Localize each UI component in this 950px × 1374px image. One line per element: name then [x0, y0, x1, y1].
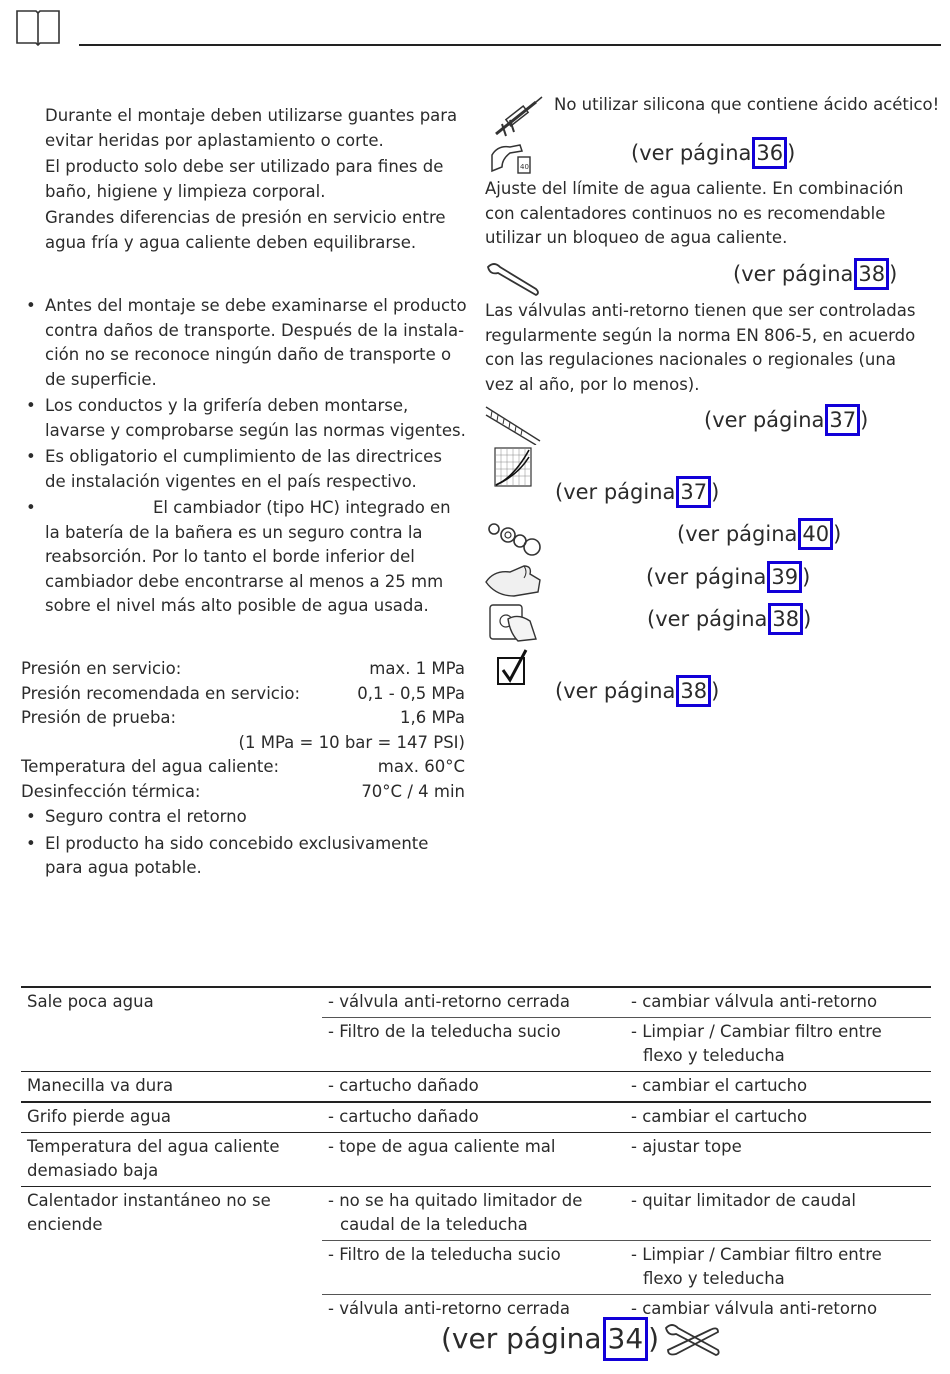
- ref-paren: ): [860, 408, 869, 432]
- ruler-icon: [484, 403, 542, 445]
- ref-text: (ver página: [647, 607, 768, 631]
- remedy-cell: - cambiar válvula anti-retorno: [631, 1299, 878, 1318]
- ref-paren: ): [833, 522, 842, 546]
- spec-label: Desinfección térmica:: [21, 781, 201, 801]
- ref-paren: ): [803, 607, 812, 631]
- page-link[interactable]: 34: [603, 1317, 649, 1361]
- temp-limit-text: Ajuste del límite de agua caliente. En combinación con calentadores continuos no es recomendable utilizar un bloqueo de agua caliente.: [485, 179, 904, 247]
- cause-cell: - cartucho dañado: [328, 1076, 479, 1095]
- remedy-cell: - cambiar el cartucho: [631, 1076, 808, 1095]
- remedy-cell: - quitar limitador de caudal: [625, 1187, 931, 1241]
- list-item: • El producto ha sido concebido exclusivamente para agua potable.: [21, 832, 467, 881]
- spec-row: [21, 657, 465, 682]
- spec-value: max. 60°C: [377, 757, 465, 776]
- table-row: [21, 1133, 931, 1187]
- problem-cell: Calentador instantáneo no se enciende: [27, 1191, 271, 1234]
- technical-specs: [21, 657, 465, 804]
- spec-value: max. 1 MPa: [369, 659, 465, 678]
- table-row: [21, 987, 931, 1018]
- page-ref-test: [555, 675, 719, 707]
- page-link[interactable]: 38: [676, 675, 711, 707]
- wrench-icon: [484, 261, 542, 297]
- page-link[interactable]: 39: [767, 561, 802, 593]
- list-item: [21, 496, 467, 619]
- page-link[interactable]: 40: [798, 518, 833, 550]
- problem-cell: Temperatura del agua caliente demasiado baja: [27, 1137, 280, 1180]
- spec-label: Presión de prueba:: [21, 708, 177, 727]
- problem-cell: Grifo pierde agua: [27, 1107, 172, 1126]
- page-link[interactable]: 37: [825, 404, 860, 436]
- spec-label: Temperatura del agua caliente:: [21, 757, 280, 776]
- remedy-cell: - Limpiar / Cambiar filtro entre flexo y teleducha: [631, 1022, 882, 1065]
- ref-text: (ver página: [631, 141, 752, 165]
- cause-cell: - válvula anti-retorno cerrada: [322, 987, 625, 1018]
- ref-text: (ver página: [646, 565, 767, 589]
- ref-paren: ): [802, 565, 811, 589]
- ref-paren: ): [648, 1322, 660, 1355]
- remedy-cell: - cambiar el cartucho: [631, 1107, 808, 1126]
- svg-text:40: 40: [520, 163, 529, 171]
- list-item: • Seguro contra el retorno: [21, 805, 467, 830]
- spec-value: 70°C / 4 min: [361, 781, 465, 801]
- remedy-cell: - Limpiar / Cambiar filtro entre flexo y teleducha: [625, 1241, 931, 1295]
- book-icon: [14, 9, 62, 47]
- valve-text: Las válvulas anti-retorno tienen que ser controladas regularmente según la norma EN 806-5, en acuerdo con las regulaciones nacionales o regionales (una vez al año, por lo menos).: [485, 301, 916, 394]
- spec-notes: [21, 805, 467, 881]
- paragraph: Grandes diferencias de presión en servicio entre agua fría y agua caliente deben equilibrarse.: [45, 208, 446, 252]
- ref-text: (ver página: [733, 262, 854, 286]
- hc-note: El cambiador (tipo HC) integrado en la batería de la bañera es un seguro contra la reabsorción. Por lo tanto el borde inferior del cambiador debe encontrarse al menos a 25 mm sobre el nivel más alto posible de agua usada.: [45, 498, 451, 615]
- installation-notes: [21, 294, 467, 619]
- spec-row: [21, 682, 465, 707]
- cause-cell: - Filtro de la teleducha sucio: [322, 1241, 625, 1295]
- spec-value: (1 MPa = 10 bar = 147 PSI): [238, 732, 465, 752]
- page-link[interactable]: 38: [854, 258, 889, 290]
- page-ref-accessories: [677, 518, 841, 550]
- page-ref-service: [733, 258, 897, 290]
- cleaning-hand-icon: [484, 560, 544, 600]
- ref-paren: ): [889, 262, 898, 286]
- ref-text: (ver página: [555, 480, 676, 504]
- table-row: [21, 1187, 931, 1241]
- remedy-cell: - cambiar válvula anti-retorno: [625, 987, 931, 1018]
- operation-hand-icon: [488, 601, 538, 643]
- ref-text: (ver página: [555, 679, 676, 703]
- footer-page-ref: [441, 1317, 659, 1361]
- ref-text: (ver página: [677, 522, 798, 546]
- checkmark-box-icon: [496, 648, 530, 688]
- list-item: • Los conductos y la grifería deben montarse, lavarse y comprobarse según las normas vigentes.: [21, 394, 467, 443]
- cause-cell: - cartucho dañado: [328, 1107, 479, 1126]
- page-ref-flow: [555, 476, 719, 508]
- page-link[interactable]: 38: [768, 603, 803, 635]
- problem-cell: Manecilla va dura: [27, 1076, 174, 1095]
- paragraph: Durante el montaje deben utilizarse guantes para evitar heridas por aplastamiento o corte.: [45, 106, 458, 150]
- ref-paren: ): [787, 141, 796, 165]
- page-ref-temp-limit: [631, 137, 795, 169]
- tools-icon: [662, 1320, 722, 1360]
- spare-parts-icon: [486, 519, 544, 559]
- header-rule: [79, 44, 941, 46]
- spec-value: 1,6 MPa: [399, 708, 465, 727]
- cause-cell: - Filtro de la teleducha sucio: [328, 1022, 561, 1041]
- problem-cell: Sale poca agua: [21, 987, 322, 1072]
- page-ref-dimensions: [704, 404, 868, 436]
- spec-label: Presión recomendada en servicio:: [21, 683, 301, 703]
- spec-row: [21, 731, 465, 756]
- table-row: [21, 1102, 931, 1133]
- remedy-cell: - ajustar tope: [631, 1137, 742, 1156]
- page-link[interactable]: 36: [752, 137, 787, 169]
- safety-paragraphs: [45, 104, 465, 255]
- list-item: • Es obligatorio el cumplimiento de las directrices de instalación vigentes en el país respectivo.: [21, 445, 467, 494]
- page-link[interactable]: 37: [676, 476, 711, 508]
- cause-cell: - válvula anti-retorno cerrada: [328, 1299, 571, 1318]
- ref-paren: ): [711, 679, 720, 703]
- spec-row: [21, 780, 465, 805]
- spec-row: [21, 706, 465, 731]
- spec-row: [21, 755, 465, 780]
- list-item: • Antes del montaje se debe examinarse el producto contra daños de transporte. Después de la instala-ción no se reconoce ningún daño de transporte o de superficie.: [21, 294, 467, 392]
- silicone-gun-icon: [488, 94, 544, 138]
- troubleshooting-table: [21, 986, 931, 1324]
- cause-cell: - no se ha quitado limitador de caudal de la teleducha: [322, 1187, 625, 1241]
- ref-text: (ver página: [441, 1322, 602, 1355]
- silicone-warning: No utilizar silicona que contiene ácido acético!: [554, 95, 940, 114]
- page-ref-operation: [647, 603, 811, 635]
- paragraph: El producto solo debe ser utilizado para fines de baño, higiene y limpieza corporal.: [45, 157, 444, 201]
- ref-paren: ): [711, 480, 720, 504]
- thermometer-hand-icon: [488, 137, 534, 177]
- page-ref-cleaning: [646, 561, 810, 593]
- spec-value: 0,1 - 0,5 MPa: [357, 683, 465, 703]
- spec-label: Presión en servicio:: [21, 659, 182, 678]
- ref-text: (ver página: [704, 408, 825, 432]
- table-row: [21, 1072, 931, 1103]
- flow-graph-icon: [494, 447, 532, 487]
- cause-cell: - tope de agua caliente mal: [328, 1137, 556, 1156]
